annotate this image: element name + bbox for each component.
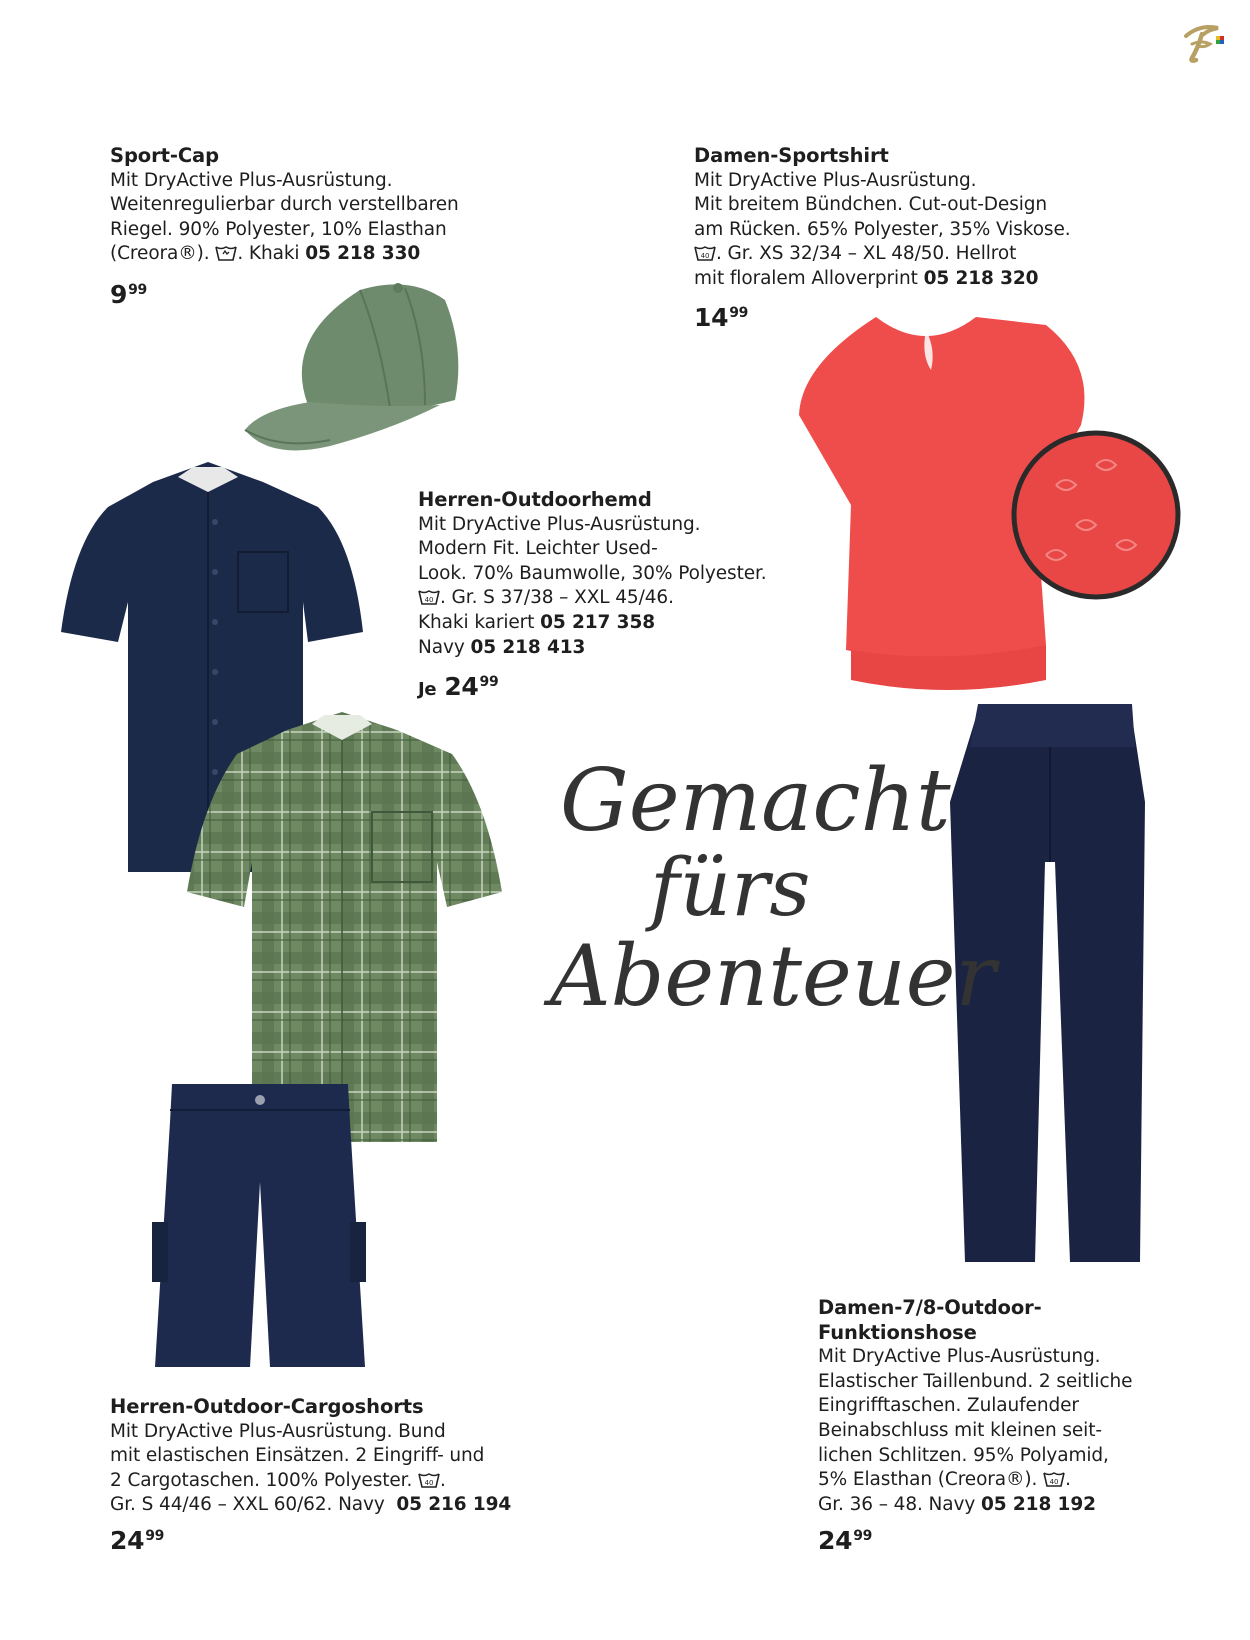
description-line: 5% Elasthan (Creora®). 40 . [818,1469,1071,1491]
description-line: 40 . Gr. S 37/38 – XXL 45/46. [418,586,778,611]
description-line: Mit DryActive Plus-Ausrüstung. [110,169,393,191]
wash-40-icon [418,1471,440,1489]
damen-sportshirt-description [694,144,1134,292]
description-line: am Rücken. 65% Polyester, 35% Viskose. [694,218,1071,240]
slogan-line: Abenteuer [550,927,996,1025]
sport-cap-description [110,144,530,267]
svg-text:40: 40 [424,596,434,605]
description-line: Look. 70% Baumwolle, 30% Polyester. [418,562,767,584]
description-line: Gr. S 44/46 – XXL 60/62. Navy 05 216 194 [110,1494,512,1516]
description-line: Modern Fit. Leichter Used- [418,538,658,560]
description-line: Elastischer Taillenbund. 2 seitliche [818,1370,1133,1392]
product-title: Sport-Cap [110,144,219,167]
description-line: Mit DryActive Plus-Ausrüstung. Bund [110,1420,446,1442]
slogan-line: fürs [650,841,811,934]
slogan [530,740,996,1050]
tchibo-logo [1180,22,1226,64]
article-number: 05 218 413 [470,636,586,658]
damen-sportshirt-price: $14^{99}$ [694,303,749,332]
description-line: Gr. 36 – 48. Navy 05 218 192 [818,1493,1096,1515]
product-title: Herren-Outdoorhemd [418,488,652,511]
product-title: Damen-Sportshirt [694,144,889,167]
herren-outdoorhemd-description [418,488,778,660]
article-number: 05 218 320 [923,267,1039,289]
damen-funktionshose-price: $24^{99}$ [818,1526,873,1555]
description-line: lichen Schlitzen. 95% Polyamid, [818,1444,1109,1466]
variant-line: Navy 05 218 413 [418,636,586,658]
slogan-line: Gemacht [560,751,951,851]
herren-cargoshorts-price: $24^{99}$ [110,1526,165,1555]
article-number: 05 218 192 [981,1493,1096,1515]
description-line: Mit DryActive Plus-Ausrüstung. [418,513,701,535]
product-title: Funktionshose [818,1320,977,1344]
description-line: 40 . Gr. XS 32/34 – XL 48/50. Hellrot [694,242,1134,267]
herren-cargoshorts-description [110,1395,530,1518]
damen-sportshirt-image [796,315,1156,700]
description-line: mit elastischen Einsätzen. 2 Eingriff- und [110,1445,485,1467]
wash-40-icon [418,588,440,606]
sport-cap-image [240,280,480,470]
svg-text:40: 40 [1049,1478,1059,1487]
description-line: Weitenregulierbar durch verstellbaren [110,194,459,216]
svg-text:40: 40 [700,252,710,261]
product-title: Damen-7/8-Outdoor- [818,1296,1042,1319]
description-line: 2 Cargotaschen. 100% Polyester. 40 . [110,1469,446,1491]
product-title: Herren-Outdoor-Cargoshorts [110,1395,424,1418]
description-line: (Creora®). . Khaki 05 218 330 [110,243,421,265]
wash-40-icon [694,244,716,262]
description-line: Mit DryActive Plus-Ausrüstung. [694,169,977,191]
description-line: mit floralem Alloverprint 05 218 320 [694,267,1039,289]
description-line: Mit breitem Bündchen. Cut-out-Design [694,194,1048,216]
description-line: Beinabschluss mit kleinen seit- [818,1419,1102,1441]
damen-funktionshose-description [818,1296,1238,1517]
article-number: 05 218 330 [305,243,421,265]
sport-cap-price: $9^{99}$ [110,280,147,309]
article-number: 05 217 358 [540,611,655,633]
article-number: 05 216 194 [396,1494,512,1516]
hand-wash-icon [215,244,237,262]
herren-outdoorhemd-price: Je $24^{99}$ [418,672,499,701]
svg-text:40: 40 [424,1478,434,1487]
description-line: Riegel. 90% Polyester, 10% Elasthan [110,218,447,240]
description-line: Eingrifftaschen. Zulaufender [818,1395,1079,1417]
description-line: Mit DryActive Plus-Ausrüstung. [818,1346,1101,1368]
wash-40-icon [1043,1470,1065,1488]
herren-cargoshorts-image [150,1082,370,1372]
variant-line: Khaki kariert 05 217 358 [418,611,655,633]
